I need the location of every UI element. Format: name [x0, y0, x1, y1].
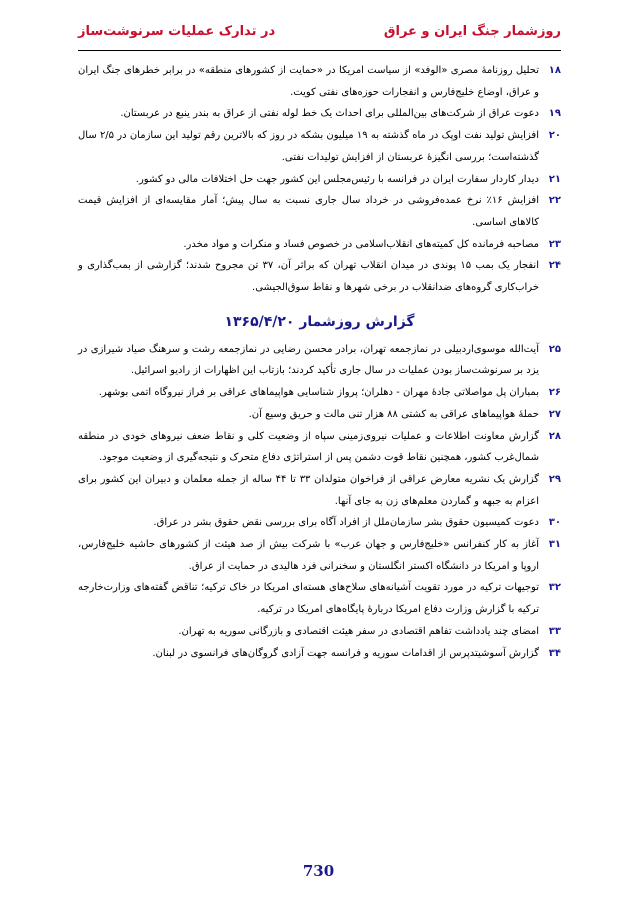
entry-text: تحلیل روزنامهٔ مصری «الوفد» از سیاست امریکا در «حمایت از کشورهای منطقه» در برابر خطرهای جنگ ایران و عراق، اوضاع خلیج‌فارس و انفجارات حوزه‌های نفتی کویت.	[78, 65, 539, 98]
entry-number: ۲۲	[548, 195, 561, 207]
entry-text: دیدار کاردار سفارت ایران در فرانسه با رئیس‌مجلس این کشور جهت حل اختلافات مالی دو کشور.	[135, 173, 539, 185]
entry-number: ۲۴	[548, 260, 561, 272]
list-item	[78, 190, 561, 233]
header-rule	[78, 50, 561, 51]
entry-number: ۲۷	[548, 408, 561, 420]
entry-number: ۱۸	[548, 65, 561, 76]
entry-number: ۲۹	[548, 473, 561, 485]
entry-number: ۲۳	[548, 238, 561, 250]
list-item	[78, 404, 561, 426]
entry-number: ۲۵	[548, 343, 561, 355]
section-title: گزارش روزشمار ۱۳۶۵/۴/۲۰	[224, 313, 415, 330]
list-item	[78, 469, 561, 512]
entry-list-top	[78, 60, 561, 299]
entry-number: ۳۴	[548, 647, 561, 659]
entry-number: ۳۳	[548, 625, 561, 637]
entry-text: توجیهات ترکیه در مورد تقویت آشیانه‌های سلاح‌های هسته‌ای امریکا در خاک ترکیه؛ تناقض گفته‌های وزارت‌خارجه ترکیه با گزارش وزارت دفاع امریکا دربارهٔ پایگاه‌های امریکا در ترکیه.	[78, 582, 539, 616]
entry-number: ۲۶	[548, 387, 561, 399]
list-item	[78, 512, 561, 534]
entry-number: ۳۰	[548, 517, 561, 529]
page-body	[78, 60, 561, 664]
list-item	[78, 643, 561, 665]
list-item	[78, 255, 561, 298]
running-header	[78, 24, 561, 46]
entry-list-bottom	[78, 339, 561, 665]
list-item	[78, 339, 561, 382]
entry-number: ۲۸	[548, 430, 561, 442]
list-item	[78, 577, 561, 620]
book-title: روزشمار جنگ ایران و عراق	[383, 24, 561, 39]
list-item	[78, 426, 561, 469]
entry-number: ۳۱	[548, 539, 561, 551]
entry-text: مصاحبه فرمانده کل کمیته‌های انقلاب‌اسلامی در خصوص فساد و منکرات و مواد مخدر.	[183, 238, 539, 250]
entry-text: امضای چند یادداشت تفاهم اقتصادی در سفر هیئت اقتصادی و بازرگانی سوریه به تهران.	[178, 625, 539, 637]
entry-text: آیت‌الله موسوی‌اردبیلی در نمازجمعه تهران، برادر محسن رضایی در نمازجمعه رشت و سرهنگ صیاد شیرازی در یزد بر سرنوشت‌ساز بودن عملیات در سال جاری تأکید کردند؛ بازتاب این اظهارات از رادیو اسرائیل.	[78, 343, 539, 377]
entry-text: حملهٔ هواپیماهای عراقی به کشتی ۸۸ هزار تنی مالت و حریق وسیع آن.	[248, 408, 539, 420]
entry-number: ۱۹	[548, 108, 561, 120]
list-item	[78, 234, 561, 256]
entry-number: ۳۲	[548, 582, 561, 594]
entry-text: گزارش یک نشریه معارض عراقی از فراخوان متولدان ۳۳ تا ۴۴ ساله از جمله معلمان و دبیران این کشور برای اعزام به جبهه و گماردن معلم‌های زن به جای آنها.	[78, 473, 539, 507]
entry-text: افزایش تولید نفت اوپک در ماه گذشته به ۱۹ میلیون بشکه در روز که بالاترین رقم تولید این سازمان در ۲/۵ سال گذشته‌است؛ بررسی انگیزهٔ عربستان از افزایش تولیدات نفتی.	[78, 130, 539, 163]
entry-text: گزارش آسوشیتدپرس از اقدامات سوریه و فرانسه جهت آزادی گروگان‌های فرانسوی در لبنان.	[152, 647, 539, 659]
entry-text: دعوت عراق از شرکت‌های بین‌المللی برای احداث یک خط لوله نفتی از عراق به بندر ینبع در عربستان.	[120, 108, 539, 120]
entry-text: دعوت کمیسیون حقوق بشر سازمان‌ملل از افراد آگاه برای بررسی نقض حقوق بشر در عراق.	[153, 517, 539, 529]
page-number: 730	[302, 862, 335, 880]
volume-title: در تدارک عملیات سرنوشت‌ساز	[78, 24, 276, 39]
list-item	[78, 125, 561, 168]
entry-text: گزارش معاونت اطلاعات و عملیات نیروی‌زمینی سپاه از وضعیت کلی و نقاط ضعف نیروهای خودی در منطقه شمال‌غرب کشور، همچنین نقاط قوت دشمن پس از استراتژی دفاع متحرک و نتیجه‌گیری از وضعیت موجود.	[78, 430, 539, 464]
entry-text: افزایش ۱۶٪ نرخ عمده‌فروشی در خرداد سال جاری نسبت به سال پیش؛ آمار مقایسه‌ای از افزایش قیمت کالاهای اساسی.	[78, 195, 539, 228]
list-item	[78, 103, 561, 125]
entry-text: بمباران پل مواصلاتی جادهٔ مهران - دهلران؛ پرواز شناسایی هواپیماهای عراقی بر فراز نیروگاه اتمی بوشهر.	[98, 387, 539, 399]
entry-number: ۲۱	[548, 173, 561, 185]
list-item	[78, 382, 561, 404]
list-item	[78, 621, 561, 643]
entry-text: انفجار یک بمب ۱۵ پوندی در میدان انقلاب تهران که براثر آن، ۳۷ تن مجروح شدند؛ گزارشی از بمب‌گذاری و خراب‌کاری گروه‌های ضدانقلاب در برخی شهرها و نقاط سوق‌الجیشی.	[78, 260, 539, 294]
entry-text: آغاز به کار کنفرانس «خلیج‌فارس و جهان عرب» با شرکت بیش از صد هیئت از کشورهای حاشیه خلیج‌فارس، اروپا و امریکا در دانشگاه اکستر انگلستان و سخنرانی فرد هالیدی در حمایت از عراق.	[78, 539, 539, 572]
list-item	[78, 169, 561, 191]
entry-number: ۲۰	[548, 130, 561, 142]
list-item	[78, 60, 561, 103]
list-item	[78, 534, 561, 577]
